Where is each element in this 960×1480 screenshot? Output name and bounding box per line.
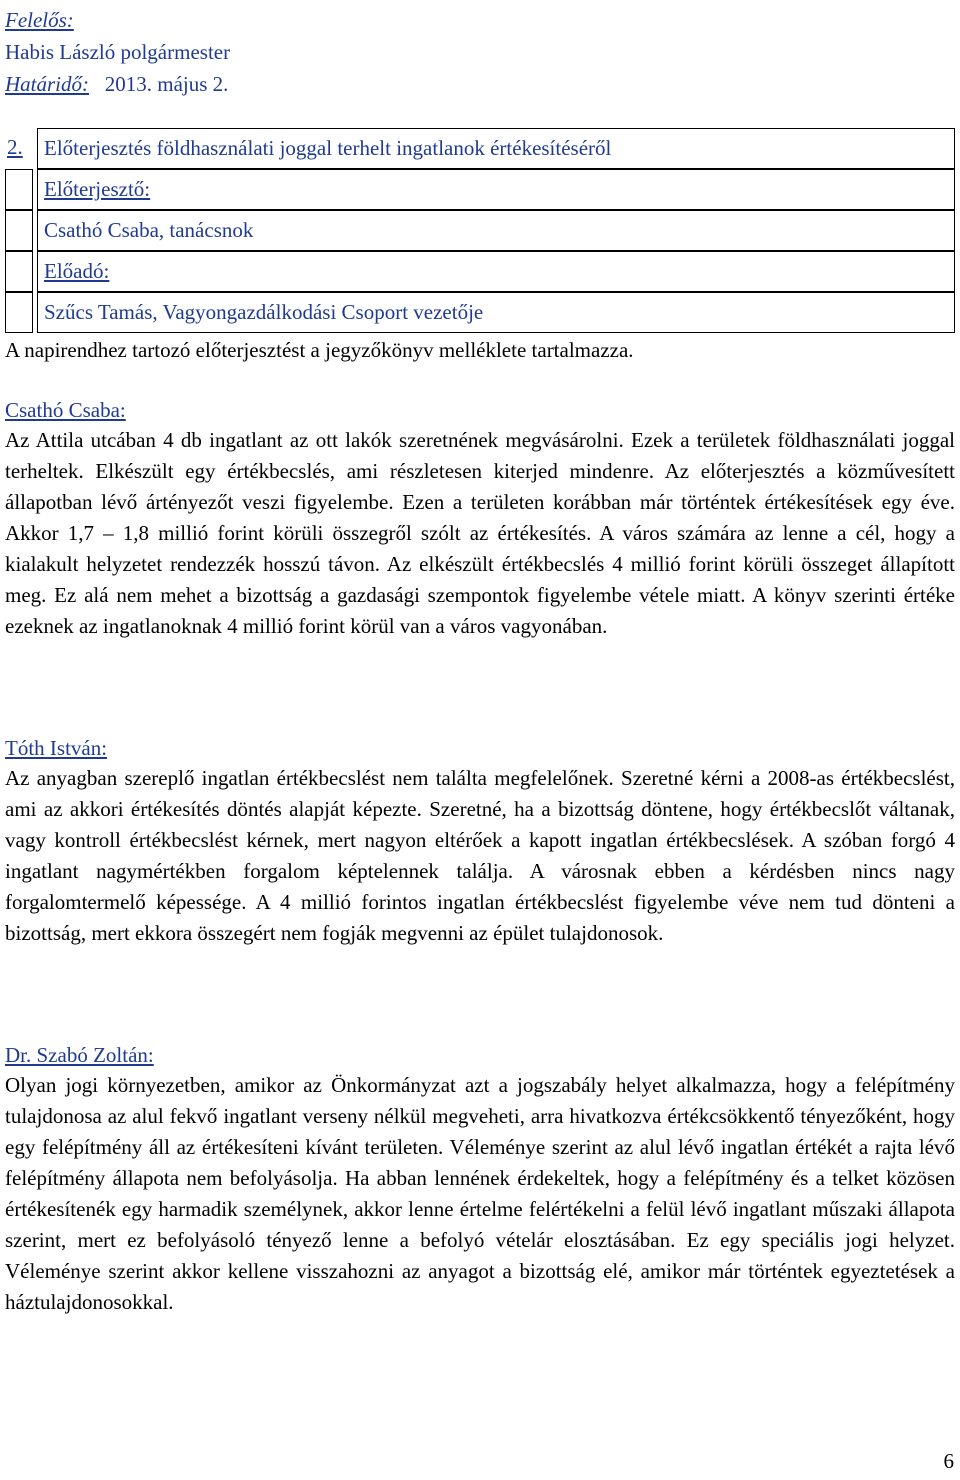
agenda-table: [5, 128, 955, 333]
deadline-line: [5, 68, 230, 100]
agenda-row-speaker-name: [5, 292, 955, 333]
section-text: Az anyagban szereplő ingatlan értékbecslést nem találta megfelelőnek. Szeretné kérni a 2008-as értékbecslést, ami az akkori értékesítés döntés alapját képezte. Szeretné, ha a bizottság döntene, hogy értékbecslőt váltanak, vagy kontroll értékbecslést kérnek, mert nagyon eltérőek a kapott ingatlan értékbecslések. A szóban forgó 4 ingatlant nagymértékben forgalom képtelennek találja. A városnak ebben a kérdésben nincs nagy forgalomtermelő képessége. A 4 millió forintos ingatlan értékbecslést figyelembe véve nem tud dönteni a bizottság, mert ekkora összegért nem fogják megvenni az épület tulajdonosok.: [5, 766, 955, 945]
section-csatho: [5, 395, 955, 642]
speaker-name: Szűcs Tamás, Vagyongazdálkodási Csoport vezetője: [37, 292, 955, 333]
header-block: [5, 4, 230, 100]
responsible-label: Felelős:: [5, 8, 74, 32]
intro-text: A napirendhez tartozó előterjesztést a jegyzőkönyv melléklete tartalmazza.: [5, 338, 634, 362]
agenda-checkbox: [5, 292, 33, 333]
deadline-value: 2013. május 2.: [104, 72, 229, 96]
section-speaker: Csathó Csaba:: [5, 398, 126, 422]
agenda-row-presenter-name: [5, 210, 955, 251]
section-speaker: Dr. Szabó Zoltán:: [5, 1043, 154, 1067]
section-text: Az Attila utcában 4 db ingatlant az ott lakók szeretnének megvásárolni. Ezek a területek földhasználati joggal terheltek. Elkészült egy értékbecslés, ami részletesen kiterjed mindenre. Az előterjesztés a közművesített állapotban lévő ártényezőt veszi figyelembe. Ezen a területen korábban már történtek értékesítések egy éve. Akkor 1,7 – 1,8 millió forint körüli összegről szólt az értékesítés. A város számára az lenne a cél, hogy a kialakult helyzetet rendezzék hosszú távon. Az elkészült értékbecslés 4 millió forint körüli összeget állapított meg. Ez alá nem mehet a bizottság a gazdasági szempontok figyelembe vétele miatt. A könyv szerinti értéke ezeknek az ingatlanoknak 4 millió forint körül van a város vagyonában.: [5, 428, 955, 638]
page-number: 6: [943, 1449, 954, 1473]
agenda-checkbox: [5, 251, 33, 292]
agenda-number: 2.: [7, 135, 23, 159]
agenda-checkbox: [5, 169, 33, 210]
section-szabo: [5, 1040, 955, 1318]
agenda-title: Előterjesztés földhasználati joggal terhelt ingatlanok értékesítéséről: [37, 128, 955, 169]
presenter-name: Csathó Csaba, tanácsnok: [37, 210, 955, 251]
agenda-row-presenter-label: [5, 169, 955, 210]
agenda-checkbox: [5, 210, 33, 251]
section-speaker: Tóth István:: [5, 736, 108, 760]
section-text: Olyan jogi környezetben, amikor az Önkormányzat azt a jogszabály helyet alkalmazza, hogy a felépítmény tulajdonosa az alul fekvő ingatlant verseny nélkül megveheti, arra hivatkozva értékcsökkentő tényezőként, hogy egy felépítmény áll az értékesíteni kívánt területen. Véleménye szerint az alul lévő ingatlan értékét a rajta lévő felépítmény állapota nem befolyásolja. Ha abban lennének érdekeltek, hogy a felépítmény és a telket közösen értékesítenék egy harmadik személynek, akkor lenne értelme felértékelni a felül lévő ingatlant műszaki állapota szerint, mert ez befolyásoló tényező lenne a befolyó vételár elosztásában. Ez egy speciális jogi helyzet. Véleménye szerint akkor kellene visszahozni az anyagot a bizottság elé, amikor már történtek egyeztetések a háztulajdonosokkal.: [5, 1073, 955, 1314]
agenda-row-speaker-label: [5, 251, 955, 292]
presenter-label: Előterjesztő:: [37, 169, 955, 210]
agenda-row-title: [5, 128, 955, 169]
speaker-label: Előadó:: [37, 251, 955, 292]
deadline-label: Határidő:: [5, 72, 89, 96]
responsible-name: Habis László polgármester: [5, 40, 231, 64]
section-toth: [5, 733, 955, 949]
